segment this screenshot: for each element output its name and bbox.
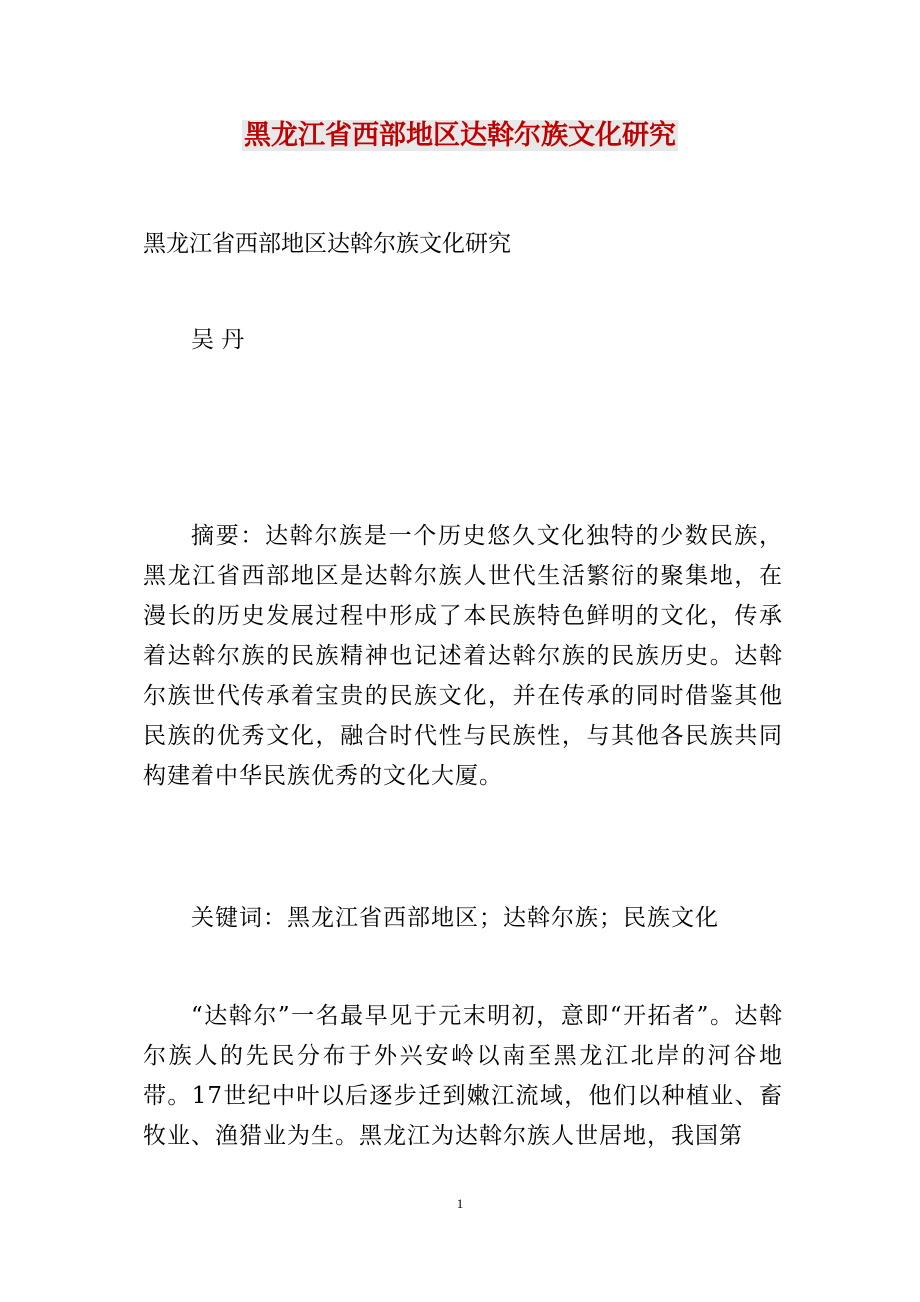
keywords-paragraph: 关键词：黑龙江省西部地区；达斡尔族；民族文化	[191, 905, 719, 931]
page-number: 1	[456, 1196, 464, 1211]
document-title-text: 黑龙江省西部地区达斡尔族文化研究	[244, 120, 676, 151]
document-title	[0, 116, 920, 156]
document-subtitle: 黑龙江省西部地区达斡尔族文化研究	[143, 231, 511, 257]
author-name: 吴 丹	[191, 327, 245, 353]
body-paragraph: “达斡尔”一名最早见于元末明初，意即“开拓者”。达斡尔族人的先民分布于外兴安岭以南至黑龙江北岸的河谷地带。17世纪中叶以后逐步迁到嫩江流域，他们以种植业、畜牧业、渔猎业为生。黑龙江为达斡尔族人世居地，我国第	[143, 1003, 783, 1149]
abstract-paragraph: 摘要：达斡尔族是一个历史悠久文化独特的少数民族，黑龙江省西部地区是达斡尔族人世代生活繁衍的聚集地，在漫长的历史发展过程中形成了本民族特色鲜明的文化，传承着达斡尔族的民族精神也记述着达斡尔族的民族历史。达斡尔族世代传承着宝贵的民族文化，并在传承的同时借鉴其他民族的优秀文化，融合时代性与民族性，与其他各民族共同构建着中华民族优秀的文化大厦。	[143, 523, 783, 789]
